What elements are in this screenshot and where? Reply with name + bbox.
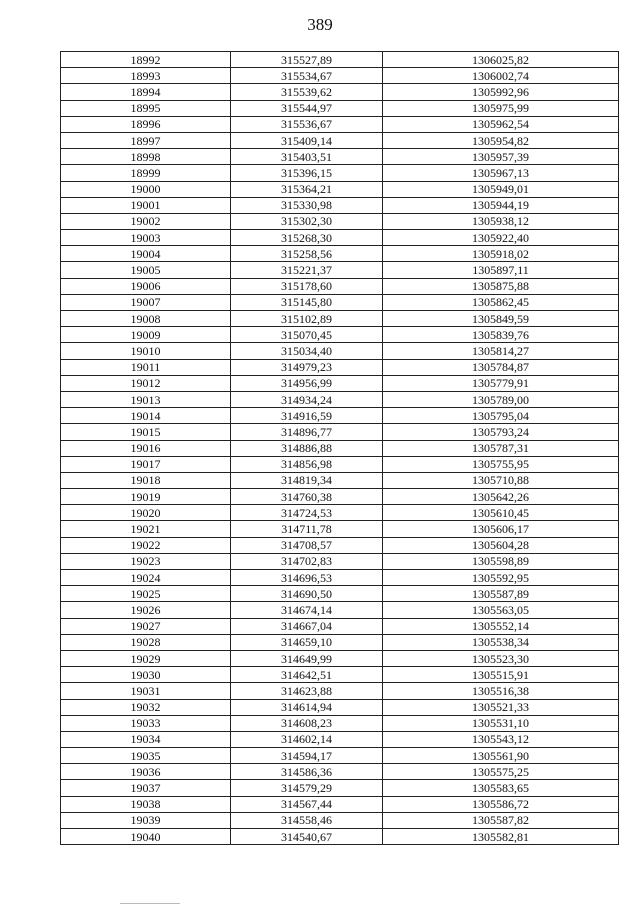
- y-coordinate-cell: 1305521,33: [383, 699, 619, 715]
- coordinates-table-container: [60, 51, 618, 845]
- x-coordinate-cell: 314659,10: [231, 634, 383, 650]
- x-coordinate-cell: 314674,14: [231, 602, 383, 618]
- x-coordinate-cell: 315396,15: [231, 165, 383, 181]
- x-coordinate-cell: 315534,67: [231, 68, 383, 84]
- table-row: [61, 213, 619, 229]
- point-id-cell: 19003: [61, 230, 231, 246]
- x-coordinate-cell: 314558,46: [231, 812, 383, 828]
- table-row: [61, 327, 619, 343]
- x-coordinate-cell: 314856,98: [231, 456, 383, 472]
- y-coordinate-cell: 1305949,01: [383, 181, 619, 197]
- table-row: [61, 780, 619, 796]
- point-id-cell: 19026: [61, 602, 231, 618]
- y-coordinate-cell: 1305849,59: [383, 311, 619, 327]
- x-coordinate-cell: 315330,98: [231, 197, 383, 213]
- x-coordinate-cell: 314896,77: [231, 424, 383, 440]
- x-coordinate-cell: 314760,38: [231, 489, 383, 505]
- point-id-cell: 19038: [61, 796, 231, 812]
- y-coordinate-cell: 1305779,91: [383, 375, 619, 391]
- scan-artifact-line: [120, 903, 180, 904]
- point-id-cell: 19007: [61, 294, 231, 310]
- point-id-cell: 19021: [61, 521, 231, 537]
- y-coordinate-cell: 1305862,45: [383, 294, 619, 310]
- point-id-cell: 18997: [61, 132, 231, 148]
- point-id-cell: 19005: [61, 262, 231, 278]
- table-row: [61, 699, 619, 715]
- y-coordinate-cell: 1306025,82: [383, 52, 619, 68]
- x-coordinate-cell: 314886,88: [231, 440, 383, 456]
- y-coordinate-cell: 1305938,12: [383, 213, 619, 229]
- point-id-cell: 19001: [61, 197, 231, 213]
- table-row: [61, 68, 619, 84]
- x-coordinate-cell: 314724,53: [231, 505, 383, 521]
- point-id-cell: 19015: [61, 424, 231, 440]
- point-id-cell: 19035: [61, 748, 231, 764]
- table-row: [61, 116, 619, 132]
- table-row: [61, 311, 619, 327]
- table-row: [61, 375, 619, 391]
- x-coordinate-cell: 314614,94: [231, 699, 383, 715]
- x-coordinate-cell: 314819,34: [231, 472, 383, 488]
- table-row: [61, 683, 619, 699]
- coordinates-table: [60, 51, 619, 845]
- table-row: [61, 586, 619, 602]
- page-number: 389: [307, 15, 333, 34]
- y-coordinate-cell: 1305710,88: [383, 472, 619, 488]
- point-id-cell: 19032: [61, 699, 231, 715]
- table-row: [61, 132, 619, 148]
- y-coordinate-cell: 1305516,38: [383, 683, 619, 699]
- point-id-cell: 19030: [61, 667, 231, 683]
- x-coordinate-cell: 314594,17: [231, 748, 383, 764]
- x-coordinate-cell: 314667,04: [231, 618, 383, 634]
- x-coordinate-cell: 314567,44: [231, 796, 383, 812]
- x-coordinate-cell: 314979,23: [231, 359, 383, 375]
- y-coordinate-cell: 1305944,19: [383, 197, 619, 213]
- y-coordinate-cell: 1305552,14: [383, 618, 619, 634]
- point-id-cell: 19020: [61, 505, 231, 521]
- point-id-cell: 19004: [61, 246, 231, 262]
- y-coordinate-cell: 1305975,99: [383, 100, 619, 116]
- table-row: [61, 829, 619, 845]
- x-coordinate-cell: 315145,80: [231, 294, 383, 310]
- point-id-cell: 19040: [61, 829, 231, 845]
- y-coordinate-cell: 1305789,00: [383, 391, 619, 407]
- y-coordinate-cell: 1305582,81: [383, 829, 619, 845]
- point-id-cell: 19031: [61, 683, 231, 699]
- x-coordinate-cell: 315409,14: [231, 132, 383, 148]
- table-row: [61, 149, 619, 165]
- table-row: [61, 294, 619, 310]
- table-row: [61, 197, 619, 213]
- y-coordinate-cell: 1305875,88: [383, 278, 619, 294]
- table-row: [61, 262, 619, 278]
- point-id-cell: 18995: [61, 100, 231, 116]
- table-row: [61, 489, 619, 505]
- x-coordinate-cell: 314934,24: [231, 391, 383, 407]
- table-row: [61, 472, 619, 488]
- point-id-cell: 19029: [61, 650, 231, 666]
- point-id-cell: 18993: [61, 68, 231, 84]
- x-coordinate-cell: 315221,37: [231, 262, 383, 278]
- point-id-cell: 19002: [61, 213, 231, 229]
- x-coordinate-cell: 315034,40: [231, 343, 383, 359]
- y-coordinate-cell: 1305575,25: [383, 764, 619, 780]
- x-coordinate-cell: 315102,89: [231, 311, 383, 327]
- point-id-cell: 18998: [61, 149, 231, 165]
- table-row: [61, 812, 619, 828]
- x-coordinate-cell: 314608,23: [231, 715, 383, 731]
- table-row: [61, 602, 619, 618]
- table-row: [61, 505, 619, 521]
- table-row: [61, 667, 619, 683]
- point-id-cell: 19027: [61, 618, 231, 634]
- point-id-cell: 19008: [61, 311, 231, 327]
- y-coordinate-cell: 1305592,95: [383, 570, 619, 586]
- table-row: [61, 650, 619, 666]
- y-coordinate-cell: 1305954,82: [383, 132, 619, 148]
- table-row: [61, 748, 619, 764]
- table-row: [61, 84, 619, 100]
- y-coordinate-cell: 1305587,82: [383, 812, 619, 828]
- table-row: [61, 359, 619, 375]
- point-id-cell: 19014: [61, 408, 231, 424]
- x-coordinate-cell: 315364,21: [231, 181, 383, 197]
- point-id-cell: 19006: [61, 278, 231, 294]
- table-row: [61, 230, 619, 246]
- y-coordinate-cell: 1305755,95: [383, 456, 619, 472]
- y-coordinate-cell: 1305610,45: [383, 505, 619, 521]
- x-coordinate-cell: 314916,59: [231, 408, 383, 424]
- table-row: [61, 100, 619, 116]
- x-coordinate-cell: 314540,67: [231, 829, 383, 845]
- point-id-cell: 19011: [61, 359, 231, 375]
- table-row: [61, 424, 619, 440]
- point-id-cell: 19016: [61, 440, 231, 456]
- point-id-cell: 18992: [61, 52, 231, 68]
- y-coordinate-cell: 1305967,13: [383, 165, 619, 181]
- y-coordinate-cell: 1305642,26: [383, 489, 619, 505]
- table-row: [61, 570, 619, 586]
- y-coordinate-cell: 1305598,89: [383, 553, 619, 569]
- x-coordinate-cell: 314623,88: [231, 683, 383, 699]
- table-row: [61, 521, 619, 537]
- table-row: [61, 796, 619, 812]
- y-coordinate-cell: 1305795,04: [383, 408, 619, 424]
- point-id-cell: 19000: [61, 181, 231, 197]
- x-coordinate-cell: 315258,56: [231, 246, 383, 262]
- table-row: [61, 343, 619, 359]
- y-coordinate-cell: 1305897,11: [383, 262, 619, 278]
- point-id-cell: 19017: [61, 456, 231, 472]
- y-coordinate-cell: 1306002,74: [383, 68, 619, 84]
- x-coordinate-cell: 314586,36: [231, 764, 383, 780]
- x-coordinate-cell: 314708,57: [231, 537, 383, 553]
- coordinates-table-body: [61, 52, 619, 845]
- point-id-cell: 19034: [61, 731, 231, 747]
- table-row: [61, 246, 619, 262]
- point-id-cell: 19010: [61, 343, 231, 359]
- table-row: [61, 52, 619, 68]
- x-coordinate-cell: 315539,62: [231, 84, 383, 100]
- y-coordinate-cell: 1305604,28: [383, 537, 619, 553]
- x-coordinate-cell: 314956,99: [231, 375, 383, 391]
- y-coordinate-cell: 1305586,72: [383, 796, 619, 812]
- y-coordinate-cell: 1305957,39: [383, 149, 619, 165]
- point-id-cell: 19037: [61, 780, 231, 796]
- y-coordinate-cell: 1305538,34: [383, 634, 619, 650]
- x-coordinate-cell: 314579,29: [231, 780, 383, 796]
- y-coordinate-cell: 1305793,24: [383, 424, 619, 440]
- y-coordinate-cell: 1305918,02: [383, 246, 619, 262]
- point-id-cell: 19009: [61, 327, 231, 343]
- x-coordinate-cell: 314642,51: [231, 667, 383, 683]
- x-coordinate-cell: 315536,67: [231, 116, 383, 132]
- point-id-cell: 19033: [61, 715, 231, 731]
- table-row: [61, 731, 619, 747]
- y-coordinate-cell: 1305583,65: [383, 780, 619, 796]
- x-coordinate-cell: 315403,51: [231, 149, 383, 165]
- x-coordinate-cell: 315527,89: [231, 52, 383, 68]
- point-id-cell: 19018: [61, 472, 231, 488]
- point-id-cell: 19025: [61, 586, 231, 602]
- table-row: [61, 715, 619, 731]
- y-coordinate-cell: 1305523,30: [383, 650, 619, 666]
- table-row: [61, 618, 619, 634]
- table-row: [61, 181, 619, 197]
- point-id-cell: 19039: [61, 812, 231, 828]
- x-coordinate-cell: 315302,30: [231, 213, 383, 229]
- point-id-cell: 19022: [61, 537, 231, 553]
- y-coordinate-cell: 1305784,87: [383, 359, 619, 375]
- x-coordinate-cell: 314690,50: [231, 586, 383, 602]
- x-coordinate-cell: 314696,53: [231, 570, 383, 586]
- y-coordinate-cell: 1305531,10: [383, 715, 619, 731]
- point-id-cell: 18999: [61, 165, 231, 181]
- table-row: [61, 278, 619, 294]
- table-row: [61, 456, 619, 472]
- x-coordinate-cell: 315268,30: [231, 230, 383, 246]
- point-id-cell: 18996: [61, 116, 231, 132]
- y-coordinate-cell: 1305992,96: [383, 84, 619, 100]
- y-coordinate-cell: 1305606,17: [383, 521, 619, 537]
- table-row: [61, 165, 619, 181]
- point-id-cell: 19012: [61, 375, 231, 391]
- table-row: [61, 764, 619, 780]
- x-coordinate-cell: 314602,14: [231, 731, 383, 747]
- y-coordinate-cell: 1305563,05: [383, 602, 619, 618]
- table-row: [61, 634, 619, 650]
- point-id-cell: 19019: [61, 489, 231, 505]
- y-coordinate-cell: 1305962,54: [383, 116, 619, 132]
- table-row: [61, 553, 619, 569]
- y-coordinate-cell: 1305543,12: [383, 731, 619, 747]
- point-id-cell: 18994: [61, 84, 231, 100]
- table-row: [61, 391, 619, 407]
- table-row: [61, 408, 619, 424]
- x-coordinate-cell: 314711,78: [231, 521, 383, 537]
- point-id-cell: 19013: [61, 391, 231, 407]
- y-coordinate-cell: 1305922,40: [383, 230, 619, 246]
- x-coordinate-cell: 315178,60: [231, 278, 383, 294]
- table-row: [61, 440, 619, 456]
- x-coordinate-cell: 315070,45: [231, 327, 383, 343]
- point-id-cell: 19036: [61, 764, 231, 780]
- table-row: [61, 537, 619, 553]
- point-id-cell: 19023: [61, 553, 231, 569]
- x-coordinate-cell: 314702,83: [231, 553, 383, 569]
- y-coordinate-cell: 1305561,90: [383, 748, 619, 764]
- point-id-cell: 19028: [61, 634, 231, 650]
- y-coordinate-cell: 1305587,89: [383, 586, 619, 602]
- x-coordinate-cell: 315544,97: [231, 100, 383, 116]
- y-coordinate-cell: 1305814,27: [383, 343, 619, 359]
- y-coordinate-cell: 1305515,91: [383, 667, 619, 683]
- x-coordinate-cell: 314649,99: [231, 650, 383, 666]
- point-id-cell: 19024: [61, 570, 231, 586]
- y-coordinate-cell: 1305787,31: [383, 440, 619, 456]
- y-coordinate-cell: 1305839,76: [383, 327, 619, 343]
